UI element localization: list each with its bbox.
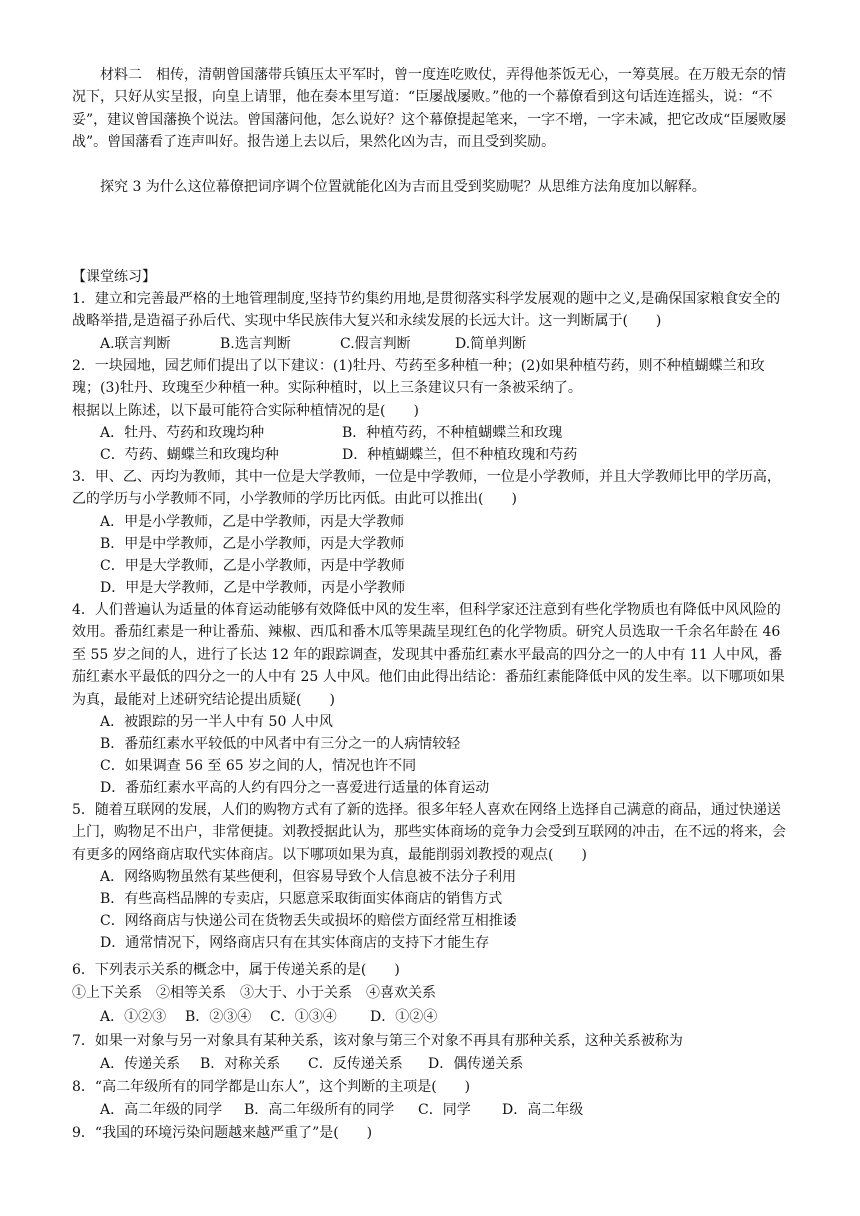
option-b: B．对称关系: [200, 1056, 281, 1072]
option-b: B．甲是中学教师，乙是小学教师，丙是大学教师: [100, 536, 405, 552]
option-b: B．番茄红素水平较低的中风者中有三分之一的人病情较轻: [100, 736, 461, 752]
option-c: C．网络商店与快递公司在货物丢失或损坏的赔偿方面经常互相推诿: [100, 913, 517, 929]
practice-heading: 【课堂练习】: [72, 269, 156, 285]
question-6-stem: 6．下列表示关系的概念中，属于传递关系的是( ): [72, 962, 400, 978]
option-d: D．番茄红素水平高的人约有四分之一喜爱进行适量的体育运动: [100, 780, 490, 796]
question-6-options: [100, 1006, 790, 1028]
question-7-options: [100, 1053, 790, 1075]
option-b: B.选言判断: [220, 336, 291, 352]
option-c: C．反传递关系: [308, 1056, 403, 1072]
option-c: C.假言判断: [340, 336, 411, 352]
option-b: B．②③④: [185, 1009, 252, 1025]
option-a: A．①②③: [100, 1009, 167, 1025]
material-two-paragraph: 材料二 相传，清朝曾国藩带兵镇压太平军时，曾一度连吃败仗，弄得他茶饭无心，一筹莫展。在万般无奈的情况下，只好从实呈报，向皇上请罪，他在奏本里写道：“臣屡战屡败。”他的一个幕僚看到这句话连连摇头，说：“不妥”，建议曾国藩换个说法。曾国藩问他，怎么说好？这个幕僚提起笔来，一字不增，一字未减，把它改成“臣屡败屡战”。曾国藩看了连声叫好。报告递上去以后，果然化凶为吉，而且受到奖励。: [72, 67, 787, 151]
option-c: C．甲是大学教师，乙是小学教师，丙是中学教师: [100, 558, 405, 574]
question-6-items: ①上下关系 ②相等关系 ③大于、小于关系 ④喜欢关系: [72, 985, 436, 1001]
question-1-options: [100, 333, 790, 355]
option-c: C．如果调查 56 至 65 岁之间的人，情况也许不同: [100, 758, 417, 774]
question-2-prompt: 根据以上陈述，以下最可能符合实际种植情况的是( ): [72, 403, 419, 419]
option-c: C．①③④: [270, 1009, 337, 1025]
option-a: A．高二年级的同学: [100, 1102, 223, 1118]
option-b: B．高二年级所有的同学: [244, 1102, 395, 1118]
question-1-stem: 1．建立和完善最严格的土地管理制度,坚持节约集约用地,是贯彻落实科学发展观的题中之义,是确保国家粮食安全的战略举措,是造福子孙后代、实现中华民族伟大复兴和永续发展的长远大计。这一判断属于( ): [72, 291, 781, 330]
question-5-stem: 5．随着互联网的发展，人们的购物方式有了新的选择。很多年轻人喜欢在网络上选择自己满意的商品，通过快递送上门，购物足不出户，非常便捷。刘教授据此认为，那些实体商场的竞争力会受到互联网的冲击，在不远的将来，会有更多的网络商店取代实体商店。以下哪项如果为真，最能削弱刘教授的观点( ): [72, 802, 786, 863]
question-8-stem: 8．“高二年级所有的同学都是山东人”，这个判断的主项是( ): [72, 1079, 471, 1095]
option-d: D．甲是大学教师，乙是中学教师，丙是小学教师: [100, 580, 406, 596]
option-d: D．通常情况下，网络商店只有在其实体商店的支持下才能生存: [100, 935, 490, 951]
option-a: A．牡丹、芍药和玫瑰均种: [100, 425, 265, 441]
question-7-stem: 7．如果一对象与另一对象具有某种关系，该对象与第三个对象不再具有那种关系，这种关系被称为: [72, 1033, 683, 1049]
option-d: D．高二年级: [502, 1102, 584, 1118]
question-2-options-row-1: [100, 422, 790, 444]
option-a: A．甲是小学教师，乙是中学教师，丙是大学教师: [100, 514, 405, 530]
option-d: D．偶传递关系: [428, 1056, 524, 1072]
question-2-stem: 2．一块园地，园艺师们提出了以下建议：(1)牡丹、芍药至多种植一种；(2)如果种植芍药，则不种植蝴蝶兰和玫瑰；(3)牡丹、玫瑰至少种植一种。实际种植时，以上三条建议只有一条被采纳了。: [72, 358, 765, 397]
option-a: A．被跟踪的另一半人中有 50 人中风: [100, 714, 333, 730]
option-d: D．种植蝴蝶兰，但不种植玫瑰和芍药: [342, 447, 578, 463]
question-2-options-row-2: [100, 444, 790, 466]
question-3-stem: 3．甲、乙、丙均为教师，其中一位是大学教师，一位是中学教师，一位是小学教师，并且大学教师比甲的学历高，乙的学历与小学教师不同，小学教师的学历比丙低。由此可以推出( ): [72, 469, 781, 508]
option-d: D．①②④: [370, 1009, 438, 1025]
option-b: B．有些高档品牌的专卖店，只愿意采取街面实体商店的销售方式: [100, 891, 503, 907]
question-8-options: [100, 1099, 790, 1121]
option-c: C．同学: [418, 1102, 471, 1118]
question-9-stem: 9．“我国的环境污染问题越来越严重了”是( ): [72, 1125, 373, 1141]
inquiry-three: 探究 3 为什么这位幕僚把词序调个位置就能化凶为吉而且受到奖励呢？从思维方法角度加以解释。: [100, 179, 706, 195]
option-b: B．种植芍药，不种植蝴蝶兰和玫瑰: [342, 425, 563, 441]
option-a: A．网络购物虽然有某些便利，但容易导致个人信息被不法分子利用: [100, 869, 517, 885]
option-a: A．传递关系: [100, 1056, 181, 1072]
question-4-stem: 4．人们普遍认为适量的体育运动能够有效降低中风的发生率，但科学家还注意到有些化学物质也有降低中风风险的效用。番茄红素是一种让番茄、辣椒、西瓜和番木瓜等果蔬呈现红色的化学物质。研究人员选取一千余名年龄在 46 至 55 岁之间的人，进行了长达 12 年的跟踪调查，发现其中番茄红素水平最高的四分之一的人中有 11 人中风，番茄红素水平最低的四分之一的人中有 25 人中风。他们由此得出结论：番茄红素能降低中风的发生率。以下哪项如果为真，最能对上述研究结论提出质疑( ): [72, 602, 785, 708]
option-c: C．芍药、蝴蝶兰和玫瑰均种: [100, 447, 279, 463]
option-a: A.联言判断: [100, 336, 171, 352]
option-d: D.简单判断: [455, 336, 527, 352]
